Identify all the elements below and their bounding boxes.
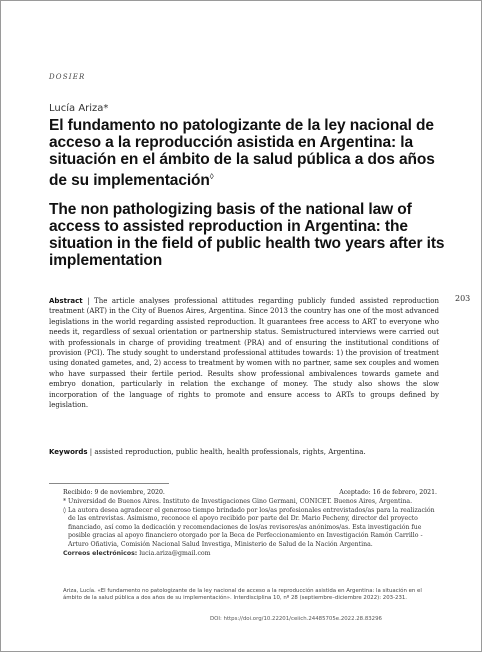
email-note	[63, 550, 437, 559]
acknowledgment-note: ◊ La autora desea agradecer el generoso tiempo brindado por los/as profesionales entrevistados/as para la realización de las entrevistas. Asimismo, reconoce el apoyo recibido por parte del Dr. Mario Pecheny, director del proyecto financiado, así como la dedicación y recomendaciones de los/as revisores/as anónimos/as. Esta investigación fue posible gracias al apoyo financiero otorgado por la Beca de Perfeccionamiento en Investigación Ramón Carrillo - Arturo Oñativia, Comisión Nacional Salud Investiga, Ministerio de Salud de la Nación Argentina.	[63, 506, 435, 548]
doi-link[interactable]: DOI: https://doi.org/10.22201/ceiich.24485705e.2022.28.83296	[210, 616, 382, 622]
footnotes	[63, 498, 437, 558]
keywords-label: Keywords	[49, 448, 88, 456]
title-footnote-mark: ◊	[209, 172, 214, 181]
keywords	[49, 447, 439, 457]
keywords-text: assisted reproduction, public health, health professionals, rights, Argentina.	[94, 448, 366, 456]
citation: Ariza, Lucía. «El fundamento no patologizante de la ley nacional de acceso a la reproducción asistida en Argentina: la situación en el ámbito de la salud pública a dos años de su implementación». Interdisciplina 10, nº 28 (septiembre–diciembre 2022): 203-231.	[63, 588, 422, 602]
section-label: DOSIER	[49, 73, 86, 81]
email-label: Correos electrónicos:	[63, 549, 138, 557]
author-name: Lucía Ariza*	[49, 103, 109, 114]
title-spanish-text: El fundamento no patologizante de la ley nacional de acceso a la reproducción asistida en Argentina: la situación en el ámbito de la salud pública a dos años de su implementación	[49, 117, 435, 190]
received-date: Recibido: 9 de noviembre, 2020.	[63, 489, 165, 496]
footnote-divider	[49, 483, 169, 484]
page-number: 203	[455, 294, 471, 303]
title-spanish	[49, 117, 449, 189]
keywords-separator: |	[87, 448, 95, 456]
submission-dates	[63, 489, 437, 496]
affiliation-note: * Universidad de Buenos Aires. Instituto de Investigaciones Gino Germani, CONICET. Buenos Aires, Argentina.	[63, 498, 413, 505]
abstract-label: Abstract	[49, 297, 83, 305]
accepted-date: Aceptado: 16 de febrero, 2021.	[339, 489, 437, 496]
abstract-text: The article analyses professional attitudes regarding publicly funded assisted reproduction treatment (ART) in the City of Buenos Aires, Argentina. Since 2013 the country has one of the most advanced legislations in the world regarding assisted reproduction. It guarantees free access to ART to everyone who needs it, regardless of sexual orientation or partnership status. Semistructured interviews were carried out with professionals in charge of providing treatment (PRA) and of ensuring the institutional conditions of provision (PCI). The study sought to understand professional attitudes towards: 1) the provision of treatment using donated gametes, and, 2) access to treatment by women with no partner, same sex couples and women who have surpassed their fertile period. Results show professional ambivalences towards gamete and embryo donation, particularly in relation the exchange of money. The study also shows the slow incorporation of the language of rights to promote and ensure access to ARTs to groups defined by legislation.	[49, 297, 440, 410]
title-english: The non pathologizing basis of the national law of access to assisted reproduction in Argentina: the situation in the field of public health two years after its implementation	[49, 201, 445, 269]
abstract-separator: |	[82, 297, 95, 305]
email-link[interactable]: lucia.ariza@gmail.com	[139, 549, 211, 557]
abstract	[49, 296, 439, 410]
